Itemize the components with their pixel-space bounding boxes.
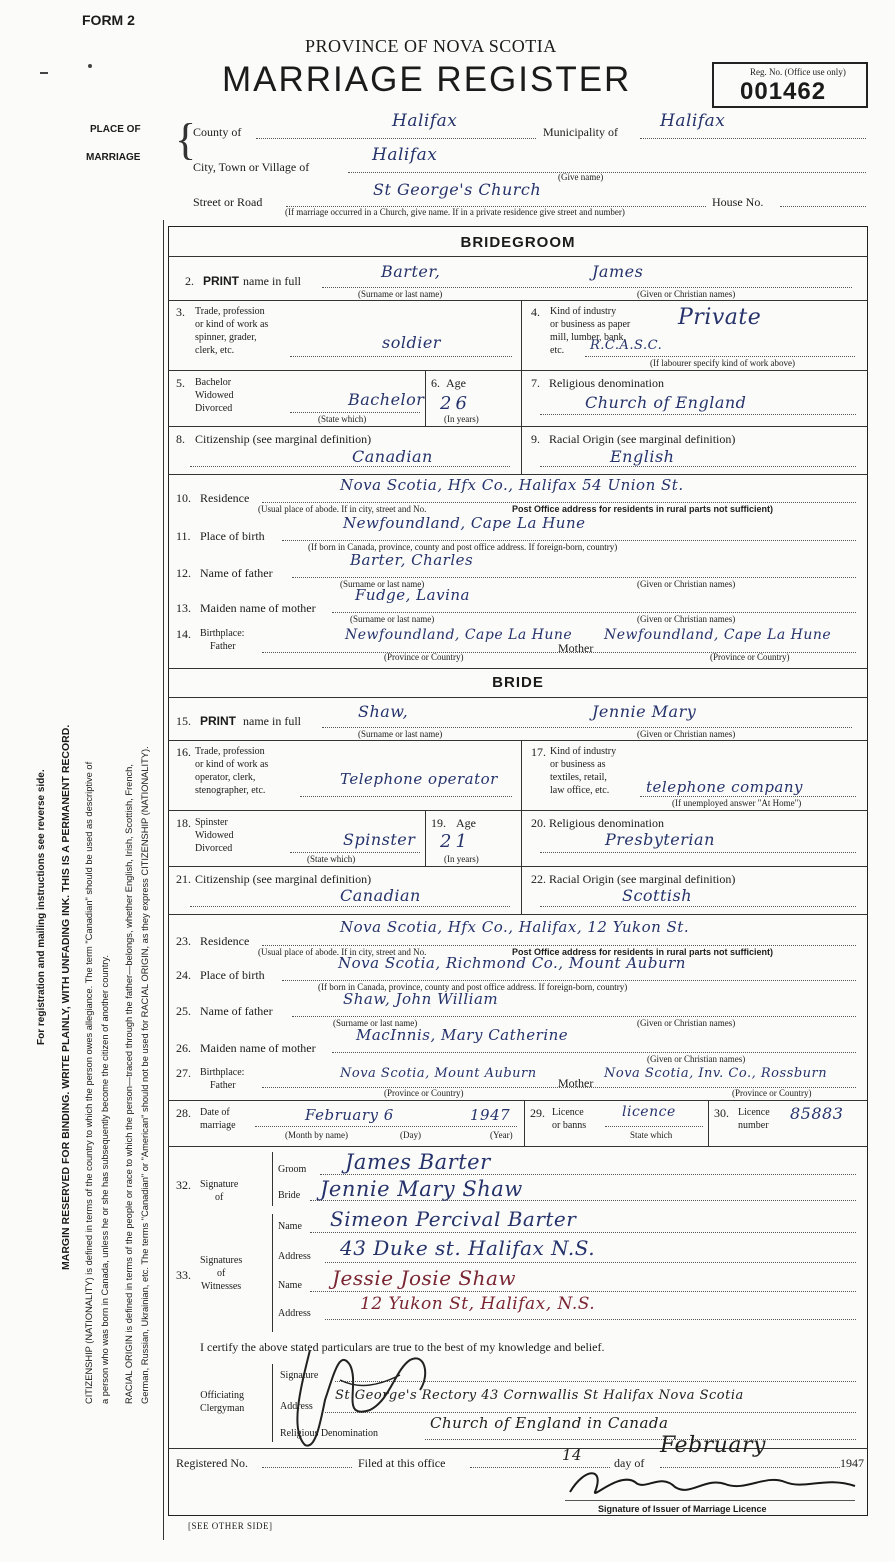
house-label: House No. xyxy=(712,195,764,209)
groom-given: James xyxy=(592,262,644,281)
punch-mark xyxy=(88,64,92,68)
municipality-label: Municipality of xyxy=(543,125,618,139)
margin-note-3: CITIZENSHIP (NATIONALITY) is defined in terms of the country to which the person owes allegiance. The term "Canadian" should be used as descriptive of xyxy=(84,761,94,1404)
q13-label: Maiden name of mother xyxy=(200,601,316,615)
q19-label: Age xyxy=(456,816,476,830)
bride-birth-caption: (If born in Canada, province, county and post office address. If foreign-born, country) xyxy=(318,982,628,992)
margin-note-5: RACIAL ORIGIN is defined in terms of the people or race to which the person—traced through the father—belongs, whether English, Irish, Scottish, French, xyxy=(124,764,134,1404)
q24-number: 24. xyxy=(176,968,191,982)
religion-line xyxy=(540,414,856,415)
year-caption: (Year) xyxy=(490,1130,513,1140)
groom-years-caption: (In years) xyxy=(444,414,479,424)
marriage-date: February 6 xyxy=(305,1106,394,1124)
bride-residence-caption-a: (Usual place of abode. If in city, street and No. xyxy=(258,947,427,957)
divider xyxy=(168,426,868,427)
groom-trade: soldier xyxy=(382,333,441,352)
bride-residence-caption-b: Post Office address for residents in rural parts not sufficient) xyxy=(512,947,774,957)
witness1-address-label: Address xyxy=(278,1251,311,1262)
witness2-name-label: Name xyxy=(278,1280,302,1291)
q6-number: 6. xyxy=(431,376,440,390)
q22-number: 22. xyxy=(531,872,546,886)
q14-mother-label: Mother xyxy=(558,641,594,655)
form-number: FORM 2 xyxy=(82,12,135,28)
divider xyxy=(168,697,868,698)
q33-label: Signatures of Witnesses xyxy=(200,1255,243,1292)
bride-given-caption: (Given or Christian names) xyxy=(637,729,736,739)
q27-label: Birthplace: Father xyxy=(200,1067,245,1091)
witness1-name-label: Name xyxy=(278,1221,302,1232)
q10-number: 10. xyxy=(176,491,191,505)
groom-surname: Barter, xyxy=(381,262,441,281)
q19-number: 19. xyxy=(431,816,446,830)
q24-label: Place of birth xyxy=(200,968,265,982)
witness2-name: Jessie Josie Shaw xyxy=(332,1266,517,1290)
bride-mother: MacInnis, Mary Catherine xyxy=(356,1026,569,1044)
issuer-line xyxy=(565,1500,855,1501)
divider xyxy=(425,810,426,866)
q11-number: 11. xyxy=(176,529,191,543)
q3-number: 3. xyxy=(176,305,185,319)
city-label: City, Town or Village of xyxy=(193,160,310,174)
day-of-label: day of xyxy=(614,1456,645,1470)
county-value: Halifax xyxy=(392,111,458,131)
bride-given: Jennie Mary xyxy=(592,702,697,721)
divider xyxy=(168,740,868,741)
bride-age: 21 xyxy=(440,831,471,852)
q2-print-label: PRINT xyxy=(203,274,239,288)
place-label-2: MARRIAGE xyxy=(86,152,141,163)
q21-number: 21. xyxy=(176,872,191,886)
q17-note: (If unemployed answer "At Home") xyxy=(672,798,802,808)
bride-father-surname-caption: (Surname or last name) xyxy=(333,1018,418,1028)
groom-surname-caption: (Surname or last name) xyxy=(358,289,443,299)
reg-number: 001462 xyxy=(740,78,827,105)
divider xyxy=(168,1100,868,1101)
place-brace: { xyxy=(175,115,197,164)
groom-given-caption: (Given or Christian names) xyxy=(637,289,736,299)
q15-print-label: PRINT xyxy=(200,714,236,728)
q2-label: name in full xyxy=(243,274,301,288)
bride-mother-given-caption: (Given or Christian names) xyxy=(647,1054,746,1064)
marriage-year: 1947 xyxy=(470,1106,511,1124)
clergy-signature-scribble xyxy=(280,1330,450,1460)
bride-racial: Scottish xyxy=(622,886,693,905)
groom-birthplace: Newfoundland, Cape La Hune xyxy=(343,514,586,532)
q17-number: 17. xyxy=(531,745,546,759)
see-other-side: [SEE OTHER SIDE] xyxy=(188,1521,273,1531)
q18-number: 18. xyxy=(176,816,191,830)
licence-number: 85883 xyxy=(790,1104,844,1123)
bride-racial-line xyxy=(540,906,856,907)
groom-birth-caption: (If born in Canada, province, county and post office address. If foreign-born, country) xyxy=(308,542,618,552)
mother-given-caption: (Given or Christian names) xyxy=(637,614,736,624)
q4-number: 4. xyxy=(531,305,540,319)
divider xyxy=(168,810,868,811)
day-caption: (Day) xyxy=(400,1130,421,1140)
licence-type-line xyxy=(605,1126,703,1127)
q28-label: Date of marriage xyxy=(200,1107,236,1131)
bride-status: Spinster xyxy=(343,830,416,849)
bride-surname: Shaw, xyxy=(358,702,409,721)
bride-industry-line xyxy=(640,796,856,797)
mother-line xyxy=(332,612,856,613)
bride-religion-line xyxy=(540,852,856,853)
q29-label: Licence or banns xyxy=(552,1107,587,1131)
clergy-address: St George's Rectory 43 Cornwallis St Halifax Nova Scotia xyxy=(335,1388,744,1403)
bride-heading: BRIDE xyxy=(492,674,544,691)
q23-label: Residence xyxy=(200,934,250,948)
filed-month: February xyxy=(660,1433,766,1458)
groom-industry-unit: R.C.A.S.C. xyxy=(590,338,663,353)
divider xyxy=(521,740,522,866)
margin-note-6: German, Russian, Ukrainian, etc. The terms "Canadian" or "American" should not be used for RACIAL ORIGIN, as they express CITIZENSHIP (NATIONALITY). xyxy=(140,746,150,1404)
bride-father-given-caption: (Given or Christian names) xyxy=(637,1018,736,1028)
birthplace-line xyxy=(282,540,856,541)
clergy-denomination-label: Religious Denomination xyxy=(280,1428,379,1439)
father-surname-caption: (Surname or last name) xyxy=(340,579,425,589)
residence-caption-a: (Usual place of abode. If in city, street and No. xyxy=(258,504,427,514)
divider xyxy=(272,1152,273,1206)
divider xyxy=(521,426,522,474)
bride-industry: telephone company xyxy=(646,778,804,796)
q3-label: Trade, profession or kind of work as spinner, grader, clerk, etc. xyxy=(195,306,269,356)
q21-label: Citizenship (see marginal definition) xyxy=(195,872,372,886)
q11-label: Place of birth xyxy=(200,529,265,543)
place-label-1: PLACE OF xyxy=(90,124,141,135)
bride-years-caption: (In years) xyxy=(444,854,479,864)
marriage-date-line xyxy=(255,1126,517,1127)
groom-signature: James Barter xyxy=(345,1150,491,1174)
q9-label: Racial Origin (see marginal definition) xyxy=(549,432,736,446)
q27-mother-label: Mother xyxy=(558,1076,594,1090)
bride-citizenship-line xyxy=(190,906,510,907)
groom-mother: Fudge, Lavina xyxy=(355,586,470,604)
divider xyxy=(168,474,868,475)
q15-number: 15. xyxy=(176,714,191,728)
q20-label: Religious denomination xyxy=(549,816,664,830)
bride-mother-line xyxy=(332,1052,856,1053)
filed-day: 14 xyxy=(562,1446,583,1464)
q15-label: name in full xyxy=(243,714,301,728)
give-name-caption: (Give name) xyxy=(558,172,604,182)
bride-surname-caption: (Surname or last name) xyxy=(358,729,443,739)
divider xyxy=(708,1100,709,1146)
residence-caption-b: Post Office address for residents in rural parts not sufficient) xyxy=(512,504,774,514)
q25-number: 25. xyxy=(176,1004,191,1018)
bride-father-birthplace: Nova Scotia, Mount Auburn xyxy=(340,1066,537,1081)
bride-citizenship: Canadian xyxy=(340,886,421,905)
bride-state-caption: (State which) xyxy=(307,854,356,864)
state-which-caption: State which xyxy=(630,1130,673,1140)
q32-number: 32. xyxy=(176,1178,191,1192)
groom-racial: English xyxy=(610,447,675,466)
q25-label: Name of father xyxy=(200,1004,273,1018)
municipality-line xyxy=(640,138,866,139)
page-title: MARRIAGE REGISTER xyxy=(222,60,632,99)
witness2-address-label: Address xyxy=(278,1308,311,1319)
bride-father: Shaw, John William xyxy=(343,990,499,1008)
divider xyxy=(168,668,868,669)
punch-mark xyxy=(40,72,48,74)
groom-age: 26 xyxy=(440,393,471,414)
q14-label: Birthplace: Father xyxy=(200,628,245,652)
frame-left xyxy=(163,220,164,1540)
q26-number: 26. xyxy=(176,1041,191,1055)
certification-text: I certify the above stated particulars are true to the best of my knowledge and belief. xyxy=(200,1340,605,1354)
q16-label: Trade, profession or kind of work as operator, clerk, stenographer, etc. xyxy=(195,746,269,796)
municipality-value: Halifax xyxy=(660,111,726,131)
divider xyxy=(168,866,868,867)
groom-residence: Nova Scotia, Hfx Co., Halifax 54 Union St. xyxy=(340,476,684,494)
groom-sig-label: Groom xyxy=(278,1164,307,1175)
groom-state-caption: (State which) xyxy=(318,414,367,424)
street-value: St George's Church xyxy=(373,180,542,199)
q13-number: 13. xyxy=(176,601,191,615)
father-province-caption: (Province or Country) xyxy=(384,652,464,662)
bride-mother-province-caption: (Province or Country) xyxy=(732,1088,812,1098)
groom-father: Barter, Charles xyxy=(350,551,474,569)
mother-province-caption: (Province or Country) xyxy=(710,652,790,662)
mother-surname-caption: (Surname or last name) xyxy=(350,614,435,624)
filed-label: Filed at this office xyxy=(358,1456,446,1470)
registered-label: Registered No. xyxy=(176,1456,248,1470)
month-caption: (Month by name) xyxy=(285,1130,348,1140)
q30-number: 30. xyxy=(714,1106,729,1120)
witness1-name-line xyxy=(310,1232,856,1233)
q28-number: 28. xyxy=(176,1106,191,1120)
bride-mother-birthplace: Nova Scotia, Inv. Co., Rossburn xyxy=(604,1066,828,1081)
issuer-signature-scribble xyxy=(565,1462,865,1502)
q2-number: 2. xyxy=(185,274,194,288)
groom-industry: Private xyxy=(678,305,762,330)
q23-number: 23. xyxy=(176,934,191,948)
witness2-address-line xyxy=(325,1319,856,1320)
q6-label: Age xyxy=(446,376,466,390)
bridegroom-heading: BRIDEGROOM xyxy=(460,234,576,251)
status-line xyxy=(290,412,420,413)
bride-residence: Nova Scotia, Hfx Co., Halifax, 12 Yukon St. xyxy=(340,918,690,936)
margin-note-4: a person who was born in Canada, unless he or she has subsequently become the citizen of another country. xyxy=(100,955,110,1404)
witness1-address: 43 Duke st. Halifax N.S. xyxy=(340,1236,596,1260)
q20-number: 20. xyxy=(531,816,546,830)
bride-religion: Presbyterian xyxy=(605,830,715,849)
street-note: (If marriage occurred in a Church, give name. If in a private residence give street and number) xyxy=(285,207,625,217)
witness1-name: Simeon Percival Barter xyxy=(330,1207,577,1231)
divider xyxy=(168,914,868,915)
house-line xyxy=(780,206,866,207)
bride-birthplace: Nova Scotia, Richmond Co., Mount Auburn xyxy=(338,954,686,972)
bride-sig-label: Bride xyxy=(278,1190,301,1201)
industry-line xyxy=(585,356,855,357)
q7-label: Religious denomination xyxy=(549,376,664,390)
groom-name-line xyxy=(322,287,852,288)
issuer-caption: Signature of Issuer of Marriage Licence xyxy=(598,1504,767,1514)
witness1-address-line xyxy=(325,1262,856,1263)
reg-number-label: Reg. No. (Office use only) xyxy=(750,67,846,77)
province-heading: PROVINCE OF NOVA SCOTIA xyxy=(305,36,557,56)
divider xyxy=(425,370,426,426)
father-line xyxy=(292,577,856,578)
q9-number: 9. xyxy=(531,432,540,446)
officiating-label: Officiating Clergyman xyxy=(200,1390,245,1414)
q33-number: 33. xyxy=(176,1268,191,1282)
bride-birthplace-line xyxy=(282,980,856,981)
divider xyxy=(272,1214,273,1332)
q10-label: Residence xyxy=(200,491,250,505)
groom-status: Bachelor xyxy=(348,390,425,409)
groom-religion: Church of England xyxy=(585,393,747,412)
groom-mother-birthplace: Newfoundland, Cape La Hune xyxy=(604,627,832,643)
bride-trade: Telephone operator xyxy=(340,770,498,788)
divider xyxy=(168,370,868,371)
q17-label: Kind of industry or business as textiles, retail, law office, etc. xyxy=(550,746,617,796)
bride-father-line xyxy=(292,1016,856,1017)
q14-number: 14. xyxy=(176,627,191,641)
bride-trade-line xyxy=(300,796,512,797)
bride-name-line xyxy=(322,727,852,728)
bride-father-province-caption: (Province or Country) xyxy=(384,1088,464,1098)
q30-label: Licence number xyxy=(738,1107,770,1131)
divider xyxy=(168,256,868,257)
citizenship-line xyxy=(190,466,510,467)
bride-signature: Jennie Mary Shaw xyxy=(320,1177,523,1201)
witness2-address: 12 Yukon St, Halifax, N.S. xyxy=(360,1294,596,1314)
margin-note-2: MARGIN RESERVED FOR BINDING. WRITE PLAINLY, WITH UNFADING INK. THIS IS A PERMANENT RECORD. xyxy=(60,724,72,1270)
groom-father-birthplace: Newfoundland, Cape La Hune xyxy=(345,627,573,643)
city-value: Halifax xyxy=(372,145,438,165)
clergy-sig-label: Signature xyxy=(280,1370,319,1381)
clergy-denomination-line xyxy=(425,1439,856,1440)
q5-number: 5. xyxy=(176,376,185,390)
q4-note: (If labourer specify kind of work above) xyxy=(650,358,795,368)
q12-number: 12. xyxy=(176,566,191,580)
q16-number: 16. xyxy=(176,745,191,759)
q8-number: 8. xyxy=(176,432,185,446)
q4-label: Kind of industry or business as paper mill, lumber, bank, etc. xyxy=(550,306,631,356)
witness2-name-line xyxy=(310,1291,856,1292)
q22-label: Racial Origin (see marginal definition) xyxy=(549,872,736,886)
county-label: County of xyxy=(193,125,242,139)
q12-label: Name of father xyxy=(200,566,273,580)
licence-type: licence xyxy=(622,1104,676,1120)
groom-citizenship: Canadian xyxy=(352,447,433,466)
margin-note-1: For registration and mailing instructions see reverse side. xyxy=(36,769,47,1045)
q5-label: Bachelor Widowed Divorced xyxy=(195,377,234,414)
q26-label: Maiden name of mother xyxy=(200,1041,316,1055)
trade-line xyxy=(290,356,512,357)
clergy-address-label: Address xyxy=(280,1401,313,1412)
groom-sig-line xyxy=(320,1174,856,1175)
q18-label: Spinster Widowed Divorced xyxy=(195,817,234,854)
divider xyxy=(272,1364,273,1442)
county-line xyxy=(256,138,536,139)
divider xyxy=(168,300,868,301)
content-frame xyxy=(168,226,868,1516)
city-line xyxy=(348,172,866,173)
registered-line xyxy=(262,1467,352,1468)
filed-year: 1947 xyxy=(840,1456,864,1470)
divider xyxy=(521,300,522,426)
divider xyxy=(168,1146,868,1147)
residence-line xyxy=(262,502,856,503)
street-label: Street or Road xyxy=(193,195,263,209)
divider xyxy=(521,866,522,914)
q7-number: 7. xyxy=(531,376,540,390)
father-given-caption: (Given or Christian names) xyxy=(637,579,736,589)
q29-number: 29. xyxy=(530,1106,545,1120)
q8-label: Citizenship (see marginal definition) xyxy=(195,432,372,446)
q27-number: 27. xyxy=(176,1066,191,1080)
divider xyxy=(524,1100,525,1146)
clergy-denomination: Church of England in Canada xyxy=(430,1414,669,1432)
q32-label: Signature of xyxy=(200,1179,239,1203)
bride-residence-line xyxy=(262,945,856,946)
racial-line xyxy=(540,466,856,467)
bride-status-line xyxy=(290,852,420,853)
